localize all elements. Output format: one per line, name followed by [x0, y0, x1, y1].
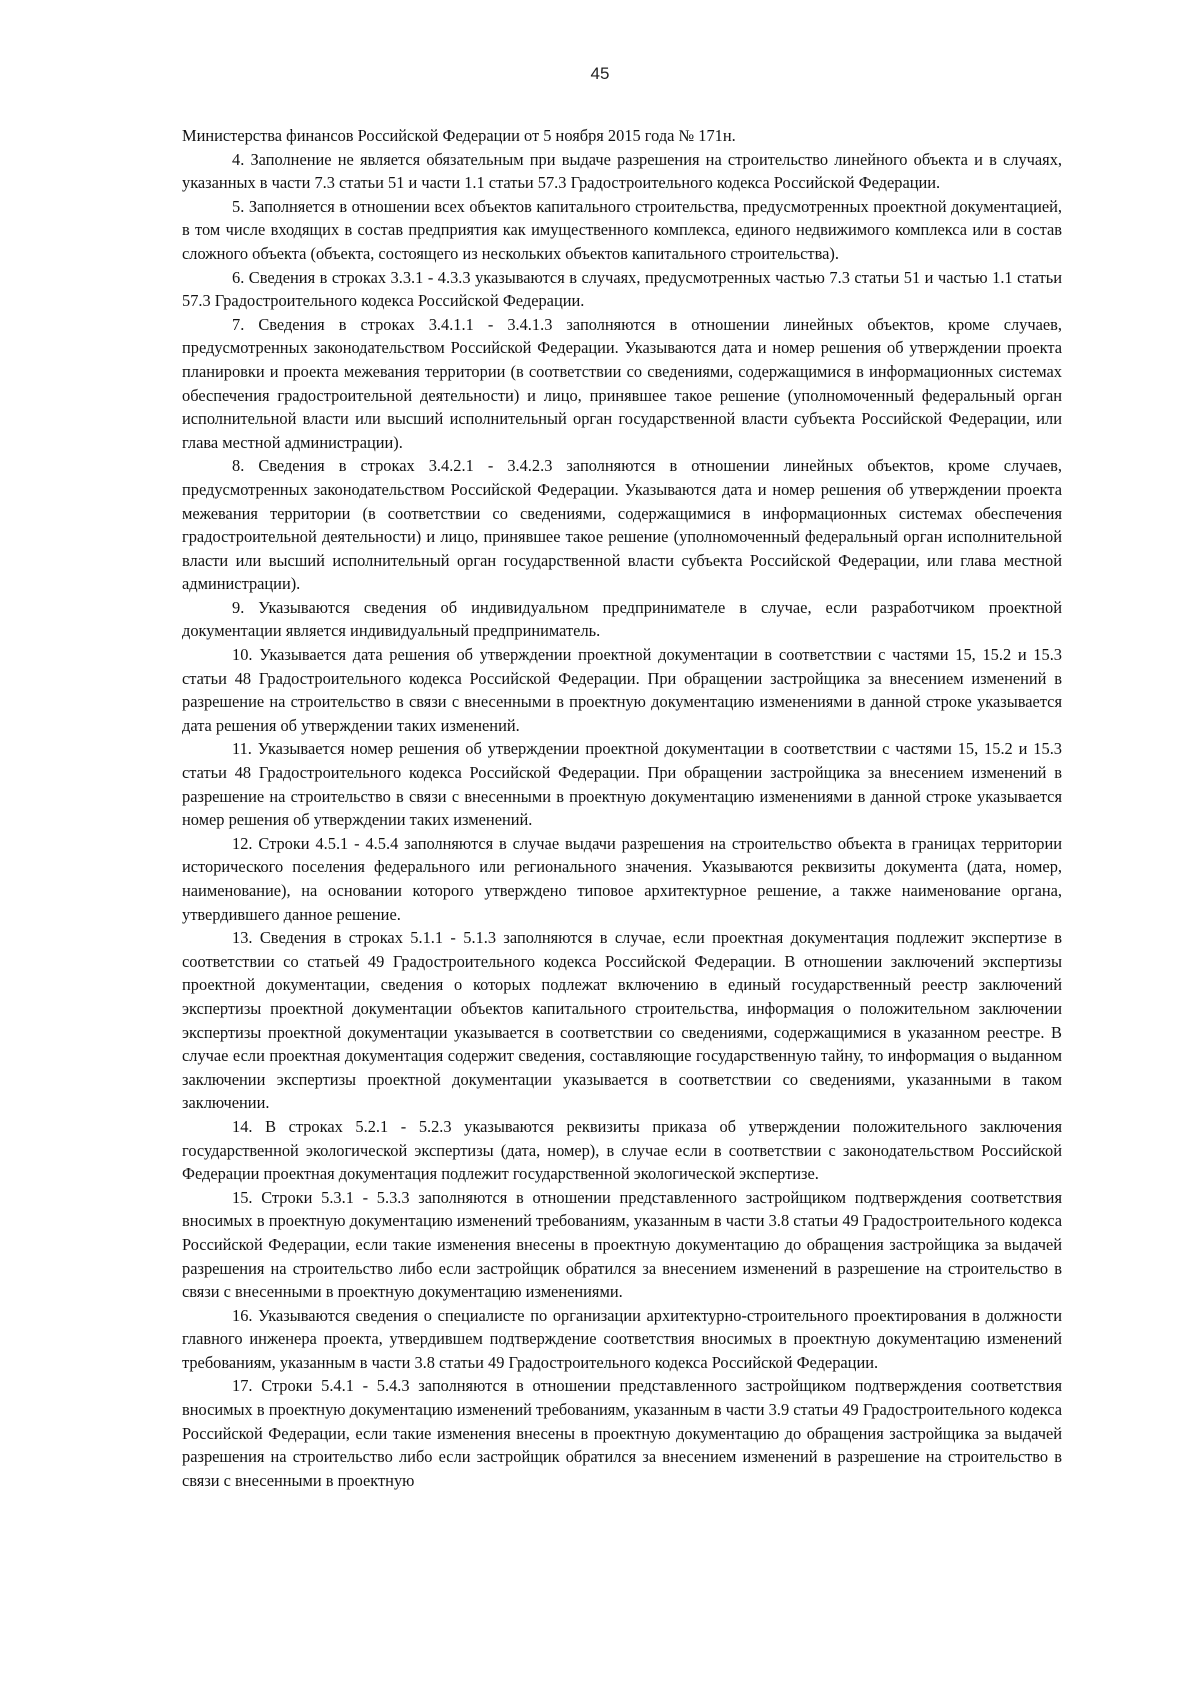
paragraph-note-11: 11. Указывается номер решения об утверждении проектной документации в соответствии с частями 15, 15.2 и 15.3 статьи 48 Градостроительного кодекса Российской Федерации. При обращении застройщика за внесением изменений в разрешение на строительство в связи с внесенными в проектную документацию изменениями в данной строке указывается номер решения об утверждении таких изменений. [182, 739, 1062, 830]
paragraph-note-4: 4. Заполнение не является обязательным при выдаче разрешения на строительство линейного объекта и в случаях, указанных в части 7.3 статьи 51 и части 1.1 статьи 57.3 Градостроительного кодекса Российской Федерации. [182, 149, 1062, 193]
paragraph-note-9: 9. Указываются сведения об индивидуальном предпринимателе в случае, если разработчиком проектной документации является индивидуальный предприниматель. [182, 597, 1062, 641]
paragraph-note-8: 8. Сведения в строках 3.4.2.1 - 3.4.2.3 заполняются в отношении линейных объектов, кроме случаев, предусмотренных законодательством Российской Федерации. Указываются дата и номер решения об утверждении проекта межевания территории (в соответствии со сведениями, содержащимися в информационных системах обеспечения градостроительной деятельности) и лицо, принявшее такое решение (уполномоченный федеральный орган исполнительной власти или высший исполнительный орган государственной власти субъекта Российской Федерации, или глава местной администрации). [182, 456, 1062, 594]
paragraph-note-5: 5. Заполняется в отношении всех объектов капитального строительства, предусмотренных проектной документацией, в том числе входящих в состав предприятия как имущественного комплекса, единого недвижимого комплекса или в состав сложного объекта (объекта, состоящего из нескольких объектов капитального строительства). [182, 196, 1062, 263]
paragraph-note-10: 10. Указывается дата решения об утверждении проектной документации в соответствии с частями 15, 15.2 и 15.3 статьи 48 Градостроительного кодекса Российской Федерации. При обращении застройщика за внесением изменений в разрешение на строительство в связи с внесенными в проектную документацию изменениями в данной строке указывается дата решения об утверждении таких изменений. [182, 645, 1062, 735]
document-body [182, 124, 1062, 1492]
paragraph-note-15: 15. Строки 5.3.1 - 5.3.3 заполняются в отношении представленного застройщиком подтверждения соответствия вносимых в проектную документацию изменений требованиям, указанным в части 3.8 статьи 49 Градостроительного кодекса Российской Федерации, если такие изменения внесены в проектную документацию до обращения застройщика за выдачей разрешения на строительство либо если застройщик обратился за внесением изменений в разрешение на строительство в связи с внесенными в проектную документацию изменениями. [182, 1187, 1062, 1302]
paragraph-note-17: 17. Строки 5.4.1 - 5.4.3 заполняются в отношении представленного застройщиком подтверждения соответствия вносимых в проектную документацию изменений требованиям, указанным в части 3.9 статьи 49 Градостроительного кодекса Российской Федерации, если такие изменения внесены в проектную документацию до обращения застройщика за выдачей разрешения на строительство либо если застройщик обратился за внесением изменений в разрешение на строительство в связи с внесенными в проектную [182, 1376, 1062, 1490]
paragraph-note-13: 13. Сведения в строках 5.1.1 - 5.1.3 заполняются в случае, если проектная документация подлежит экспертизе в соответствии со статьей 49 Градостроительного кодекса Российской Федерации. В отношении заключений экспертизы проектной документации, сведения о которых подлежат включению в единый государственный реестр заключений экспертизы проектной документации объектов капитального строительства, информация о положительном заключении экспертизы проектной документации указывается в соответствии со сведениями, содержащимися в указанном реестре. В случае если проектная документация содержит сведения, составляющие государственную тайну, то информация о выданном заключении экспертизы проектной документации указывается в соответствии со сведениями, указанными в таком заключении. [182, 928, 1062, 1113]
paragraph-note-6: 6. Сведения в строках 3.3.1 - 4.3.3 указываются в случаях, предусмотренных частью 7.3 статьи 51 и частью 1.1 статьи 57.3 Градостроительного кодекса Российской Федерации. [182, 267, 1062, 311]
paragraph-note-16: 16. Указываются сведения о специалисте по организации архитектурно-строительного проектирования в должности главного инженера проекта, утвердившем подтверждение соответствия вносимых в проектную документацию изменений требованиям, указанным в части 3.8 статьи 49 Градостроительного кодекса Российской Федерации. [182, 1305, 1062, 1372]
paragraph-note-14: 14. В строках 5.2.1 - 5.2.3 указываются реквизиты приказа об утверждении положительного заключения государственной экологической экспертизы (дата, номер), в случае если в соответствии с законодательством Российской Федерации проектная документация подлежит государственной экологической экспертизе. [182, 1116, 1062, 1184]
paragraph-note-7: 7. Сведения в строках 3.4.1.1 - 3.4.1.3 заполняются в отношении линейных объектов, кроме случаев, предусмотренных законодательством Российской Федерации. Указываются дата и номер решения об утверждении проекта планировки и проекта межевания территории (в соответствии со сведениями, содержащимися в информационных системах обеспечения градостроительной деятельности) и лицо, принявшее такое решение (уполномоченный федеральный орган исполнительной власти или высший исполнительный орган государственной власти субъекта Российской Федерации, или глава местной администрации). [182, 314, 1062, 452]
paragraph-continuation: Министерства финансов Российской Федерации от 5 ноября 2015 года № 171н. [182, 126, 736, 145]
page-number: 45 [590, 64, 610, 83]
paragraph-note-12: 12. Строки 4.5.1 - 4.5.4 заполняются в случае выдачи разрешения на строительство объекта в границах территории исторического поселения федерального или регионального значения. Указываются реквизиты документа (дата, номер, наименование), на основании которого утверждено типовое архитектурное решение, а также наименование органа, утвердившего данное решение. [182, 833, 1062, 924]
